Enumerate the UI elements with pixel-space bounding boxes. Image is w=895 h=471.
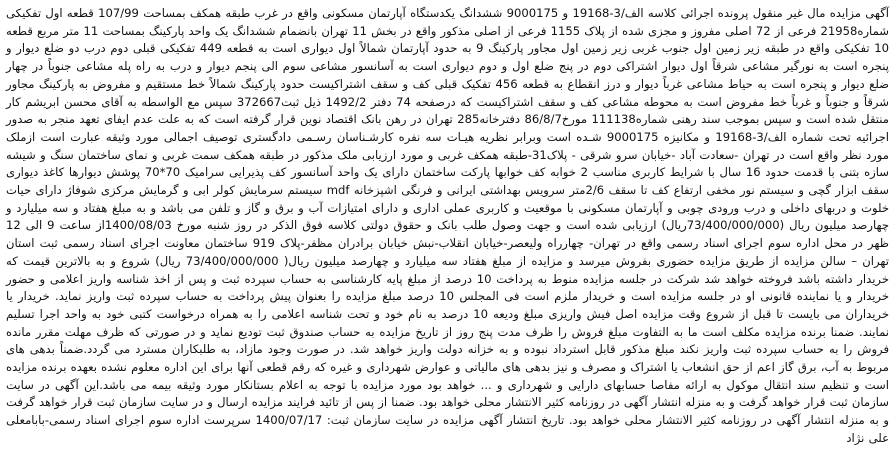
auction-notice-text: آگهی مزایده مال غیر منقول پرونده اجرائی کلاسه الف/3-19168 و 9000175 ششدانگ یکدستگاه آپارتمان مسکونی واقع در غرب طبقه همکف بمساحت 107/99 قطعه اول تفکیکی شماره21958 فرعی از 72 اصلی مفروز و مجزی شده از پلاک 1155 فرعی از اصلی مذکور واقع در بخش 11 تهران بانضمام ششدانگ یک واحد پارکینگ بمساحت 11 متر مربع قطعه 10 تفکیکی واقع در طبقه زیر زمین اول جنوب غربی زیر زمین اول مجاور پارکینگ 9 به حدود آپارتمان شمالاً اول دیواری است به قطعه 449 تفکیکی قبلی دوم درب دو ضلع دیوار و پنجره است به نورگیر مشاعی شرقاً اول دیوار اشتراکی دوم در پنج ضلع اول و دوم دیواری است به آسانسور مشاعی سوم الی پنجم دیوار و درب به راه پله مشاعی جنوباً در چهار ضلع دیوار و پنجره است به حیاط مشاعی غرباً دیوار و درز انقطاع به قطعه 456 تفکیک قبلی کف و سقف اشتراکیست حدود پارکینگ شمالاً خط مستقیم و مفروض به پارکینگ مجاور شرقاً و جنوباً و غرباً خط مفروض است به محوطه مشاعی کف و سقف اشتراکیست که درصفحه 74 دفتر 1492/2 ذیل ثبت372667 سپس مع الواسطه به آقای محسن ابریشم کار منتقل شده است و سپس بموجب سند رهنی شماره111138 مورخ86/8/7 دفترخانه285 تهران در رهن بانک اقتصاد نوین قرار گرفته است که به علت عدم ایفای تعهد منجر به صدور اجرائیه تحت شماره الف/3-19168 و مکانیزه 9000175 شـده است وبرابر نظریه هیـات سه نفره کارشـناسان رسـمی دادگستری توصیف اجمالی مورد وثیقه عبارت است ازملک مورد نظر واقع است در تهران -سعادت آباد -خیابان سرو شرقی - پلاک31-طبقه همکف غربی و مورد ارزیابی ملک مذکور در طبقه همکف سمت غربی و نمای ساختمان سنگ و شیشه سازه بتنی با قدمت حدود 16 سال با شرایط کاربری مناسب 2 خوابه کف خوابها پارکت ساختمان دارای یک واحد آسانسور کف پذیرایی سرامیک 70*70 پوشش دیوارها کاغذ دیواری سقف ابزار گچی و سیستم نور مخفی ارتفاع کف تا سقف 2/6متر سرویس بهداشتی ایرانی و فرنگی اشپزخانه mdf سیستم سرمایش کولر ابی و گرمایش مرکزی شوفاژ دارای حیات خلوت و دربهای داخلی و درب ورودی چوبی و آپارتمان مسکونی با موقعیت و کاربری عملی اداری و دارای امتیازات آب و برق و گاز و تلفن می باشد و به مبلغ هفتاد و سه میلیارد و چهارصد میلیون ریال (73/400/000/000ریال) ارزیابی شده است و جهت وصول طلب بانک و حقوق دولتی کلاسه فوق الذکر در روز شنبه مورخ 1400/08/03از ساعت 9 الی 12 ظهر در محل اداره سوم اجرای اسناد رسمی واقع در تهران- چهارراه ولیعصر-خیابان انقلاب-نبش خیابان برادران مظفر-پلاک 919 ساختمان معاونت اجرای اسناد رسمی ثبت استان تهران – سالن مزایده از طریق مزایده حضوری بفروش میرسد و مزایده از مبلغ هفتاد سه میلیارد و چهارصد میلیون ریال( 73/400/000/000 ریال) شروع و به بالاترین قیمت که خریدار داشته باشد فروخته خواهد شد شرکت در جلسه مزایده منوط به پرداخت 10 درصد از مبلغ پایه کارشناسی به حساب سپرده ثبت و پس از اخذ شناسه واریز اعلامی و حضور خریدار و یا نماینده قانونی او در جلسه مزایده است و خریدار ملزم است فی المجلس 10 درصد مبلغ مزایده را بعنوان پیش پرداخت به حساب سپرده ثبت واریز نماید. خریدار یا خریداران می بایست تا قبل از شروع وقت مزایده اصل فیش واریزی مبلغ ودیعه 10 درصد به نام خود و تحت شناسه اعلامی را به همراه درخواست کتبی خود به واحد اجرا تسلیم نمایند. ضمنا برنده مزایده مکلف است ما به التفاوت مبلغ فروش را ظرف مدت پنج روز از تاریخ مزایده به حساب صندوق ثبت تودیع نماید و در صورتی که ظرف مهلت مقرر مانده فروش را به حساب سپرده ثبت واریز نکند مبلغ مذکور قابل استرداد نبوده و به خزانه دولت واریز خواهد شد. در صورت وجود مازاد، به طلبکاران مسترد می گردد.ضمناً بدهی های مربوط به آب، برق گاز اعم از حق انشعاب یا اشتراک و مصرف و نیز بدهی های مالیاتی و عوارض شهرداری و غیره که رقم قطعی آنها برای این اداره معلوم نشده بعهده برنده مزایده است و تنظیم سند انتقال موکول به ارائه مفاصا حسابهای دارایی و شهرداری و ... خواهد بود مورد مزایده با توجه به اعلام بستانکار مورد وثیقه بیمه می باشد.این آگهی در سایت سازمان ثبت قرار خواهد گرفت و به منزله انتشار آگهی در روزنامه کثیر الانتشار محلی خواهد بود. ضمنا از پس از تائید فرایند مزایده ارسال و در سایت سازمان ثبت قرار خواهد گرفت و به منزله انتشار آگهی در روزنامه کثیر الانتشار محلی خواهد بود. تاریخ انتشار آگهی مزایده در سایت سازمان ثبت: 1400/07/17 سرپرست اداره سوم اجرای اسناد رسمی-بابامعلی علی نژاد	[6, 6, 890, 445]
